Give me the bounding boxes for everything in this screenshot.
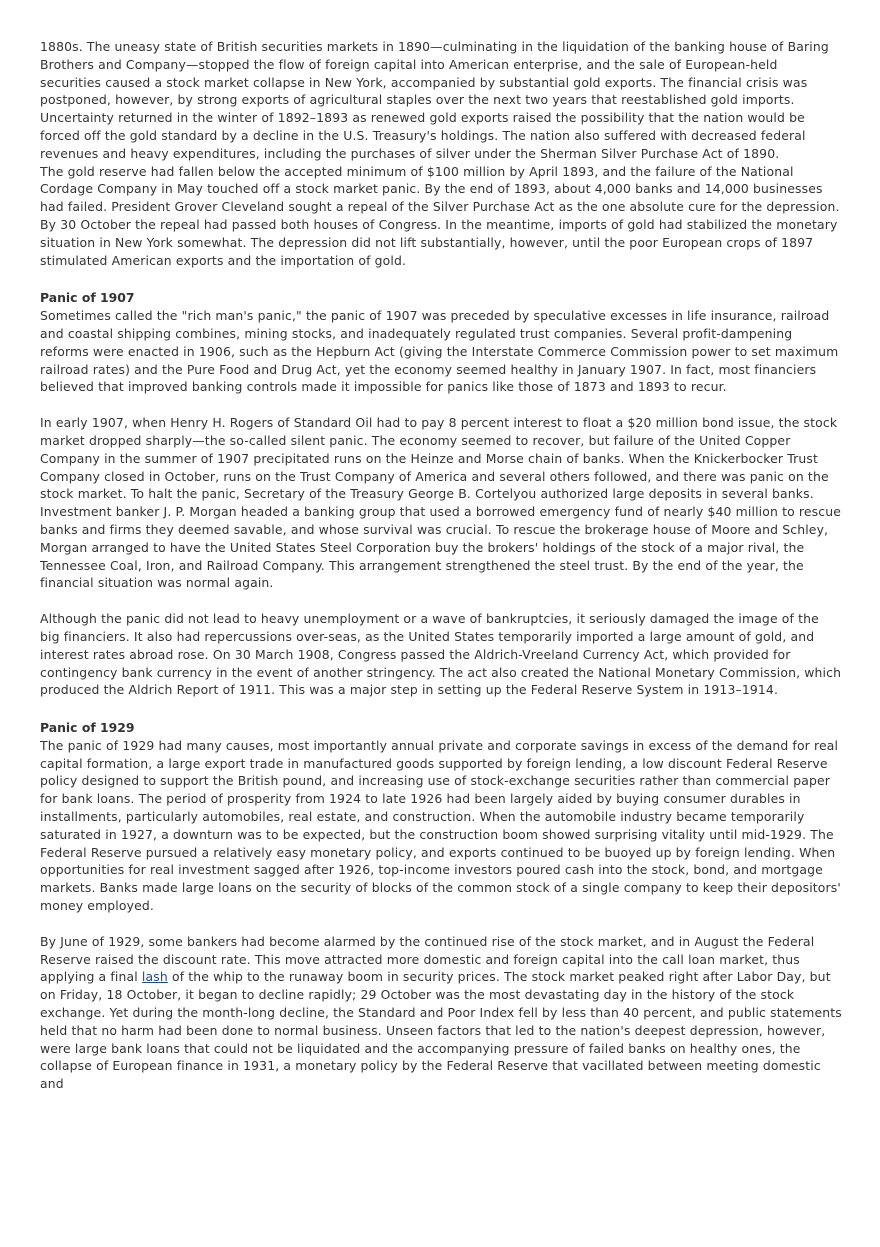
heading-panic-1907: Panic of 1907 [40,290,135,306]
paragraph-1907-events: In early 1907, when Henry H. Rogers of Standard Oil had to pay 8 percent interest to float a $20 million bond issue, the stock market dropped sharply—the so-called silent panic. The economy seemed to recover, but failure of the United Copper Company in the summer of 1907 precipitated runs on the Heinze and Morse chain of banks. When the Knickerbocker Trust Company closed in October, runs on the Trust Company of America and several others followed, and there was panic on the stock market. To halt the panic, Secretary of the Treasury George B. Cortelyou authorized large deposits in several banks. Investment banker J. P. Morgan headed a banking group that used a borrowed emergency fund of nearly $40 million to rescue banks and firms they deemed savable, and whose survival was crucial. To rescue the brokerage house of Moore and Schley, Morgan arranged to have the United States Steel Corporation buy the brokers' holdings of the stock of a major rival, the Tennessee Coal, Iron, and Railroad Company. This arrangement strengthened the steel trust. By the end of the year, the financial situation was normal again. [40,415,841,591]
paragraph-1907-aftermath: Although the panic did not lead to heavy unemployment or a wave of bankruptcies, it seriously damaged the image of the big financiers. It also had repercussions over-seas, as the United States temporarily imported a large amount of gold, and interest rates abroad rose. On 30 March 1908, Congress passed the Aldrich-Vreeland Currency Act, which provided for contingency bank currency in the event of another stringency. The act also created the National Monetary Commission, which produced the Aldrich Report of 1911. This was a major step in setting up the Federal Reserve System in 1913–1914. [40,611,842,698]
paragraph-gap [40,915,842,933]
section-gap [40,699,842,717]
paragraph-text-segment: By June of 1929, some bankers had become alarmed by the continued rise of the stock market, and in August the Federal Reserve raised the discount rate. This move attracted more domestic and foreign capital into the call loan market, thus applying a final [40,933,815,985]
document-page [40,38,842,1093]
paragraph-1929-causes: The panic of 1929 had many causes, most importantly annual private and corporate savings in excess of the demand for real capital formation, a large export trade in manufactured goods supported by foreign lending, a low discount Federal Reserve policy designed to support the British pound, and increasing use of stock-exchange securities rather than commercial paper for bank loans. The period of prosperity from 1924 to late 1926 had been largely aided by buying consumer durables in installments, particularly automobiles, real estate, and construction. When the automobile industry became temporarily saturated in 1927, a downturn was to be expected, but the construction boom showed surprising vitality until mid-1929. The Federal Reserve pursued a relatively easy monetary policy, and exports continued to be buoyed up by foreign lending. When opportunities for real investment sagged after 1926, top-income investors poured cash into the stock, bond, and mortgage markets. Banks made large loans on the security of blocks of the common stock of a single company to keep their depositors' money employed. [40,737,841,914]
paragraph-text-segment: of the whip to the runaway boom in security prices. The stock market peaked right after Labor Day, but on Friday, 18 October, it began to decline rapidly; 29 October was the most devastating day in the history of the stock exchange. Yet during the month-long decline, the Standard and Poor Index fell by less than 40 percent, and public statements held that no harm had been done to normal business. Unseen factors that led to the nation's deepest depression, however, were large bank loans that could not be liquidated and the accompanying pressure of failed banks on healthy ones, the collapse of European finance in 1931, a monetary policy by the Federal Reserve that vacillated between meeting domestic and [40,969,842,1092]
paragraph-1893-panic: The gold reserve had fallen below the accepted minimum of $100 million by April 1893, and the failure of the National Cordage Company in May touched off a stock market panic. By the end of 1893, about 4,000 banks and 14,000 businesses had failed. President Grover Cleveland sought a repeal of the Silver Purchase Act as the one absolute cure for the depression. By 30 October the repeal had passed both houses of Congress. In the meantime, imports of gold had stabilized the monetary situation in New York somewhat. The depression did not lift substantially, however, until the poor European crops of 1897 stimulated American exports and the importation of gold. [40,163,840,268]
lash-link[interactable]: lash [141,969,168,985]
paragraph-1907-intro: Sometimes called the "rich man's panic," the panic of 1907 was preceded by speculative excesses in life insurance, railroad and coastal shipping combines, mining stocks, and inadequately regulated trust companies. Several profit-dampening reforms were enacted in 1906, such as the Hepburn Act (giving the Interstate Commerce Commission power to set maximum railroad rates) and the Pure Food and Drug Act, yet the economy seemed healthy in January 1907. In fact, most financiers believed that improved banking controls made it impossible for panics like those of 1873 and 1893 to recur. [40,308,839,395]
section-gap [40,269,842,287]
paragraph-gap [40,396,842,414]
paragraph-1890s-crisis: 1880s. The uneasy state of British securities markets in 1890—culminating in the liquidation of the banking house of Baring Brothers and Company—stopped the flow of foreign capital into American enterprise, and the sale of European-held securities caused a stock market collapse in New York, accompanied by substantial gold exports. The financial crisis was postponed, however, by strong exports of agricultural staples over the next two years that reestablished gold imports. Uncertainty returned in the winter of 1892–1893 as renewed gold exports raised the possibility that the nation would be forced off the gold standard by a decline in the U.S. Treasury's holdings. The nation also suffered with decreased federal revenues and heavy expenditures, including the purchases of silver under the Sherman Silver Purchase Act of 1890. [40,39,829,161]
heading-panic-1929: Panic of 1929 [40,720,135,736]
paragraph-gap [40,592,842,610]
paragraph-1929-crash [40,933,842,1093]
